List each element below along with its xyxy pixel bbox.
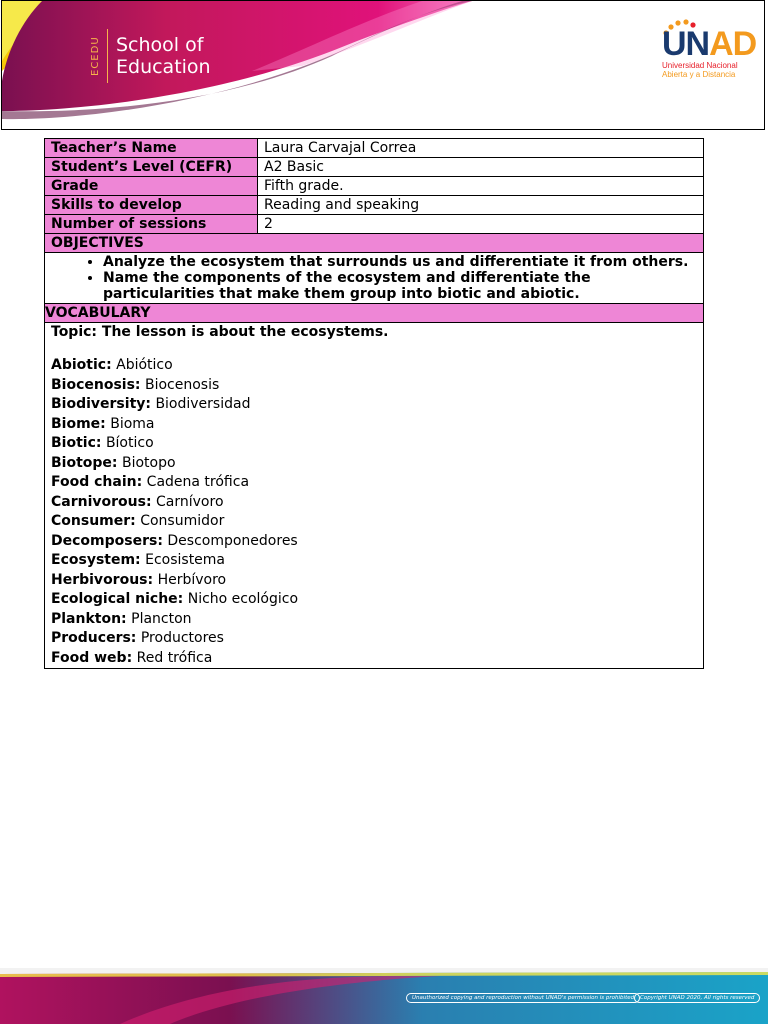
vocabulary-item	[51, 473, 697, 493]
info-value: Fifth grade.	[258, 177, 704, 196]
vocabulary-term: Food chain:	[51, 474, 143, 490]
objective-item: • Analyze the ecosystem that surrounds us and differentiate it from others.	[103, 254, 697, 270]
unad-logo	[662, 25, 756, 64]
vocabulary-item	[51, 512, 697, 532]
school-title-line1: School of	[116, 34, 204, 56]
vocabulary-item	[51, 356, 697, 376]
vocabulary-item	[51, 415, 697, 435]
vocabulary-term: Plankton:	[51, 610, 127, 627]
school-title-line2: Education	[116, 56, 211, 78]
objectives-row	[45, 253, 704, 304]
vocabulary-term: Biotope:	[51, 454, 118, 471]
vocabulary-item	[51, 493, 697, 513]
vocabulary-cell	[45, 323, 704, 669]
info-value: A2 Basic	[258, 158, 704, 177]
vocabulary-item	[51, 454, 697, 474]
vocabulary-heading-row	[45, 304, 704, 323]
vocabulary-term: Ecosystem:	[51, 552, 141, 568]
vocabulary-item	[51, 590, 697, 610]
info-row-grade	[45, 177, 704, 196]
vocabulary-translation: Descomponedores	[167, 532, 298, 549]
vocabulary-translation: Biotopo	[121, 454, 176, 471]
vocabulary-translation: Ecosistema	[145, 552, 226, 568]
vocabulary-term: Carnivorous:	[51, 493, 152, 510]
objectives-list	[51, 254, 697, 302]
vocabulary-term: Food web:	[51, 649, 133, 666]
vocabulary-heading: VOCABULARY	[45, 304, 704, 323]
vocabulary-term: Biotic:	[51, 435, 102, 451]
info-label: Student’s Level (CEFR)	[45, 158, 258, 177]
logo-subtitle-line1: Universidad Nacional	[662, 61, 738, 70]
vocabulary-translation: Red trófica	[136, 649, 213, 666]
objectives-heading: OBJECTIVES	[45, 234, 704, 253]
vocabulary-term: Decomposers:	[51, 532, 163, 549]
vocabulary-translation: Bíotico	[105, 435, 154, 451]
vocabulary-translation: Nicho ecológico	[187, 591, 299, 607]
logo-subtitle-line2: Abierta y a Distancia	[662, 70, 736, 79]
footer-copyright-warning: Unauthorized copying and reproduction without UNAD's permission is prohibited	[406, 993, 640, 1003]
vocabulary-row	[45, 323, 704, 669]
lesson-topic: Topic: The lesson is about the ecosystems.	[51, 324, 389, 340]
vocabulary-item	[51, 376, 697, 396]
vocabulary-translation: Abiótico	[116, 357, 173, 373]
vocabulary-item	[51, 434, 697, 454]
vocabulary-translation: Bioma	[110, 415, 155, 432]
info-value: Reading and speaking	[258, 196, 704, 215]
vocabulary-item	[51, 395, 697, 415]
info-value: Laura Carvajal Correa	[258, 139, 704, 158]
page-header	[1, 0, 765, 130]
vocabulary-translation: Biocenosis	[144, 376, 220, 393]
vocabulary-list	[51, 356, 697, 668]
vocabulary-translation: Biodiversidad	[155, 396, 251, 412]
info-row-skills	[45, 196, 704, 215]
vocabulary-term: Ecological niche:	[51, 591, 184, 607]
vocabulary-term: Producers:	[51, 630, 137, 646]
info-label: Skills to develop	[45, 196, 258, 215]
logo-un: UN	[662, 25, 710, 63]
info-label: Number of sessions	[45, 215, 258, 234]
vocabulary-item	[51, 551, 697, 571]
info-row-sessions	[45, 215, 704, 234]
objective-item: • Name the components of the ecosystem and differentiate the particularities that make them group into biotic and abiotic.	[103, 270, 697, 302]
objectives-cell	[45, 253, 704, 304]
vocabulary-translation: Cadena trófica	[146, 474, 250, 490]
vocabulary-term: Biome:	[51, 415, 106, 432]
info-value: 2	[258, 215, 704, 234]
vocabulary-translation: Productores	[140, 630, 224, 646]
vocabulary-item	[51, 532, 697, 552]
vocabulary-term: Herbivorous:	[51, 571, 154, 588]
vocabulary-translation: Plancton	[131, 610, 192, 627]
school-title	[116, 34, 211, 78]
school-of-education-brand	[90, 29, 211, 83]
unad-logo-subtitle	[662, 61, 738, 79]
vocabulary-translation: Consumidor	[140, 513, 225, 529]
ecedu-label: ECEDU	[90, 36, 101, 76]
footer-copyright: Copyright UNAD 2020, All rights reserved	[634, 993, 760, 1003]
info-label: Grade	[45, 177, 258, 196]
vocabulary-translation: Herbívoro	[157, 571, 227, 588]
info-row-level	[45, 158, 704, 177]
vocabulary-term: Biodiversity:	[51, 396, 151, 412]
lesson-plan-table	[44, 138, 704, 669]
brand-divider	[107, 29, 108, 83]
vocabulary-term: Consumer:	[51, 513, 136, 529]
vocabulary-item	[51, 649, 697, 669]
objectives-heading-row	[45, 234, 704, 253]
vocabulary-term: Abiotic:	[51, 357, 112, 373]
vocabulary-item	[51, 610, 697, 630]
vocabulary-translation: Carnívoro	[156, 493, 224, 510]
vocabulary-term: Biocenosis:	[51, 376, 141, 393]
vocabulary-item	[51, 571, 697, 591]
vocabulary-item	[51, 629, 697, 649]
info-row-teacher	[45, 139, 704, 158]
logo-ad: AD	[709, 25, 757, 63]
info-label: Teacher’s Name	[45, 139, 258, 158]
